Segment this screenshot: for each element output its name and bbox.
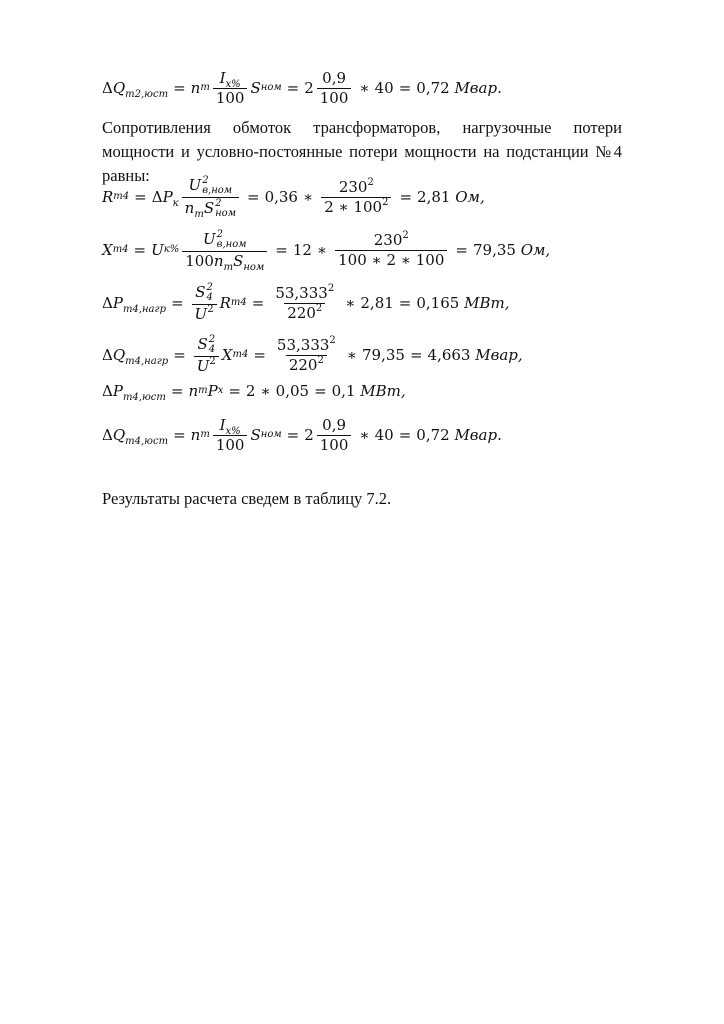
formula-x-t4: X т4 = U к% U 2 в,ном $100n_тS_{ном}$ = 12 ∗ $\frac{230^2}{100 ∗ 2 ∗ 100}$ = 79,35 Ом, [102,229,551,273]
paragraph-result: Результаты расчета сведем в таблицу 7.2. [102,489,392,508]
formula-delta-p-t4-load: $\Delta P_{т4,нагр}$ = S 2 4 $U^2$ R т4 = $\frac{53,333^2}{220^2}$ ∗ 2,81 = 0,165 МВт, [102,282,510,323]
formula-delta-p-t4-const: $\Delta P_{т4,юст}$ = n т P x = 2 ∗ 0,05 = 0,1 МВт, [102,382,406,403]
formula-r-t4: R т4 = $\Delta P_к$ U 2 в,ном $n_тS$ 2 ном = 0,36 ∗ $\frac{230^2}{2 ∗ 100^2}$ = 2,81 Ом, [102,174,485,220]
formula-delta-q-t4-const: $\Delta Q_{т4,юст}$ = n т $\frac{I_{x\%}}{100}$ S ном = 2 $\frac{0,9}{100}$ ∗ 40 = 0,72 Мвар. [102,415,502,454]
paragraph-intro: Сопротивления обмоток трансформаторов, нагрузочные потери мощности и условно-постоянные потери мощности на подстанции №4 равны: [102,118,622,185]
formula-delta-q-t2-const: $\Delta Q_{т2,юст}$ = n т $\frac{I_{x\%}}{100}$ S ном = 2 $\frac{0,9}{100}$ ∗ 40 = 0,72 Мвар. [102,68,502,107]
formula-delta-q-t4-load: $\Delta Q_{т4,нагр}$ = S 2 4 $U^2$ X т4 = $\frac{53,333^2}{220^2}$ ∗ 79,35 = 4,663 Мвар, [102,334,523,375]
